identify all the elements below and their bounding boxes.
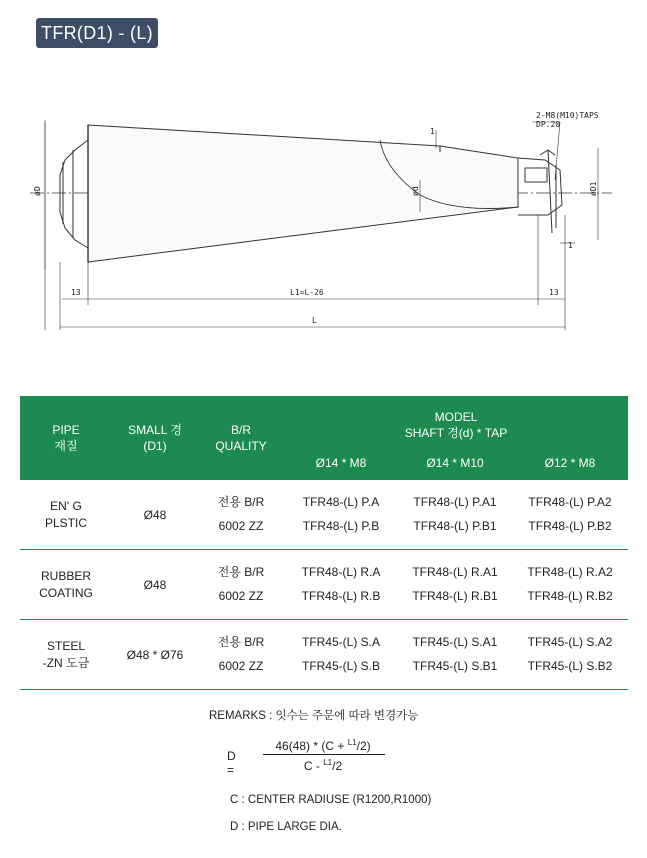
small-diameter-cell: Ø48 [112,480,198,550]
dim-offset-right: 1 [568,241,573,250]
model-cell: TFR48-(L) P.A1 TFR48-(L) P.B1 [398,480,512,550]
model-cell: TFR48-(L) P.A2 TFR48-(L) P.B2 [512,480,628,550]
dim-shaft-diameter: ød [411,186,420,196]
model-cell: TFR45-(L) S.A TFR45-(L) S.B [284,620,398,690]
table-row [20,480,628,550]
dim-l1: L1=L-26 [290,288,324,297]
note-pipe-diameter: D : PIPE LARGE DIA. [230,821,342,833]
formula-denominator: C - $^{L1}$/2 [303,758,343,773]
model-cell: TFR48-(L) R.A2 TFR48-(L) R.B2 [512,550,628,620]
model-cell: TFR45-(L) S.A1 TFR45-(L) S.B1 [398,620,512,690]
small-diameter-cell: Ø48 [112,550,198,620]
page-title: TFR(D1) - (L) [36,18,158,48]
header-model: MODEL SHAFT 경(d) * TAP [284,396,628,446]
br-quality-cell: 전용 B/R 6002 ZZ [198,550,284,620]
header-shaft-1: Ø14 * M8 [284,446,398,480]
header-br-quality: B/R QUALITY [198,396,284,480]
formula-fraction-bar [263,754,385,755]
small-diameter-cell: Ø48 * Ø76 [112,620,198,690]
dim-l: L [312,316,317,325]
dim-small-diameter: øD1 [589,181,598,196]
roller-technical-drawing [0,0,647,350]
remarks-text: REMARKS : 잇수는 주문에 따라 변경가능 [209,710,419,722]
br-quality-cell: 전용 B/R 6002 ZZ [198,620,284,690]
model-cell: TFR45-(L) S.A2 TFR45-(L) S.B2 [512,620,628,690]
model-cell: TFR48-(L) R.A TFR48-(L) R.B [284,550,398,620]
model-cell: TFR48-(L) R.A1 TFR48-(L) R.B1 [398,550,512,620]
formula-lhs: D = [227,749,236,777]
pipe-material-cell: STEEL -ZN 도금 [20,620,112,690]
header-pipe: PIPE 재질 [20,396,112,480]
dim-edge-left: 13 [71,288,81,297]
depth-label: DP.20 [536,120,561,129]
pipe-material-cell: RUBBER COATING [20,550,112,620]
table-row [20,550,628,620]
dim-edge-right: 13 [549,288,559,297]
note-center-radius: C : CENTER RADIUSE (R1200,R1000) [230,794,432,806]
model-spec-table [20,396,628,690]
header-shaft-3: Ø12 * M8 [512,446,628,480]
table-row [20,620,628,690]
taps-label: 2-M8(M10)TAPS [536,111,599,120]
formula-numerator: 46(48) * (C + $^{L1}$/2) [275,738,371,753]
header-small-diameter: SMALL 경 (D1) [112,396,198,480]
dim-offset-top: 1 [430,127,435,136]
pipe-material-cell: EN' G PLSTIC [20,480,112,550]
model-cell: TFR48-(L) P.A TFR48-(L) P.B [284,480,398,550]
dim-outer-diameter: øD [33,186,42,196]
br-quality-cell: 전용 B/R 6002 ZZ [198,480,284,550]
header-shaft-2: Ø14 * M10 [398,446,512,480]
